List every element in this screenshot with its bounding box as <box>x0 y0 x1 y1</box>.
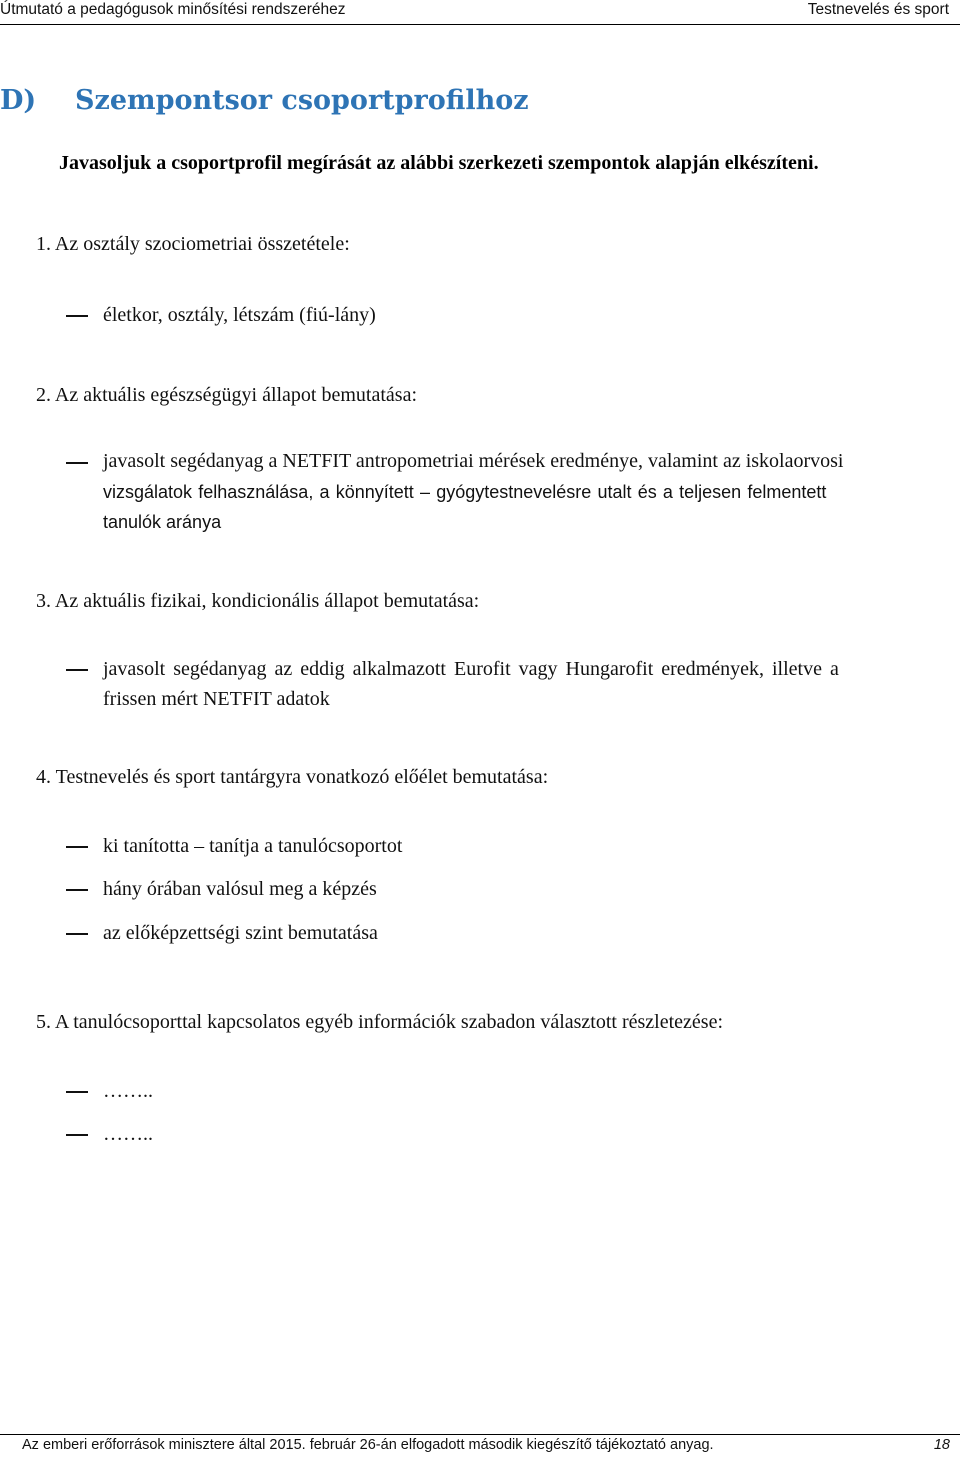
header-divider <box>0 24 960 25</box>
list-item-2-heading <box>36 384 417 407</box>
header-document-title: Útmutató a pedagógusok minősítési rendszeréhez <box>0 1 346 18</box>
list-item-4-heading <box>36 766 548 789</box>
page-number: 18 <box>933 1437 950 1453</box>
list-item-title: Az osztály szociometriai összetétele: <box>54 233 350 255</box>
bullet-text: …….. <box>103 1123 153 1145</box>
list-item-5-heading <box>36 1011 723 1034</box>
list-item-1-heading <box>36 233 350 256</box>
dash-bullet <box>66 1134 88 1136</box>
list-item-title: Az aktuális egészségügyi állapot bemutatása: <box>54 384 418 406</box>
section-letter: D) <box>0 85 37 116</box>
footer-text: Az emberi erőforrások minisztere által 2015. február 26-án elfogadott második kiegészítő tájékoztató anyag. <box>22 1437 714 1453</box>
page-footer <box>0 1428 960 1458</box>
bullet-text-line: vizsgálatok felhasználása, a könnyített – gyógytestnevelésre utalt és a teljesen felmentett <box>103 482 827 502</box>
section-title: Szempontsor csoportprofilhoz <box>75 85 529 116</box>
dash-bullet <box>66 1091 88 1093</box>
bullet-text: életkor, osztály, létszám (fiú-lány) <box>103 304 376 326</box>
dash-bullet <box>66 889 88 891</box>
bullet-text: ki tanította – tanítja a tanulócsoportot <box>103 835 403 857</box>
page-header <box>0 0 960 26</box>
bullet-text-line: javasolt segédanyag az eddig alkalmazott Eurofit vagy Hungarofit eredmények, illetve a <box>103 658 839 680</box>
bullet-text-line: javasolt segédanyag a NETFIT antropometriai mérések eredménye, valamint az iskolaorvosi <box>103 450 844 472</box>
list-item-3-heading <box>36 590 479 613</box>
list-item-number: 2. <box>36 384 51 406</box>
list-item-number: 1. <box>36 233 51 255</box>
header-subject: Testnevelés és sport <box>807 1 949 18</box>
section-heading <box>0 85 960 129</box>
dash-bullet <box>66 462 88 464</box>
bullet-text-line: frissen mért NETFIT adatok <box>103 688 330 710</box>
dash-bullet <box>66 315 88 317</box>
list-item-title: Az aktuális fizikai, kondicionális állapot bemutatása: <box>54 590 480 612</box>
list-item-title: A tanulócsoporttal kapcsolatos egyéb információk szabadon választott részletezése: <box>54 1011 724 1033</box>
dash-bullet <box>66 846 88 848</box>
bullet-text: …….. <box>103 1080 153 1102</box>
bullet-text-line: tanulók aránya <box>103 512 222 532</box>
list-item-number: 3. <box>36 590 51 612</box>
dash-bullet <box>66 669 88 671</box>
list-item-number: 4. <box>36 766 51 788</box>
bullet-text: az előképzettségi szint bemutatása <box>103 922 378 944</box>
bullet-text: hány órában valósul meg a képzés <box>103 878 377 900</box>
list-item-title: Testnevelés és sport tantárgyra vonatkozó előélet bemutatása: <box>55 766 549 788</box>
footer-divider <box>0 1434 960 1435</box>
dash-bullet <box>66 933 88 935</box>
list-item-number: 5. <box>36 1011 51 1033</box>
intro-paragraph: Javasoljuk a csoportprofil megírását az alábbi szerkezeti szempontok alapján elkészíteni. <box>59 152 819 174</box>
